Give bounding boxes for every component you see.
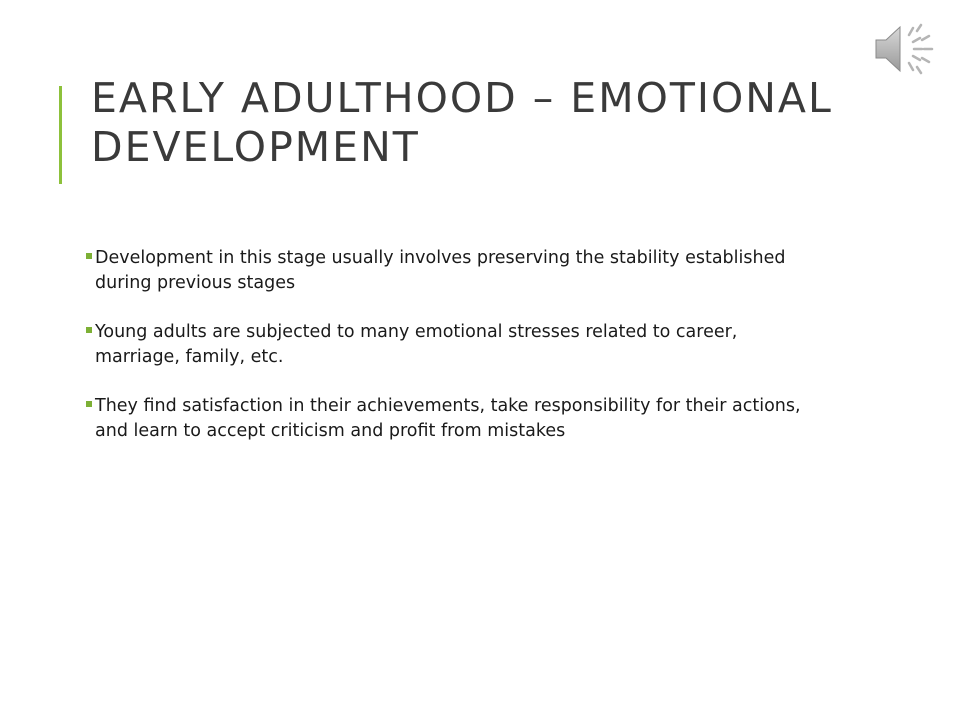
speaker-icon-graphic — [872, 18, 934, 80]
title-accent-bar — [59, 86, 62, 184]
slide-title: EARLY ADULTHOOD – EMOTIONAL DEVELOPMENT — [91, 74, 833, 172]
bullet-square-icon — [86, 401, 92, 407]
list-item-text: Young adults are subjected to many emotional stresses related to career, marriage, family, etc. — [95, 321, 738, 368]
list-item-text: They find satisfaction in their achievements, take responsibility for their actions, and learn to accept criticism and profit from mistakes — [95, 395, 801, 441]
list-item — [86, 320, 806, 371]
bullet-list — [86, 246, 806, 467]
list-item — [86, 246, 806, 297]
bullet-square-icon — [86, 253, 92, 259]
bullet-square-icon — [86, 327, 92, 333]
list-item — [86, 394, 806, 445]
list-item-text: Development in this stage usually involves preserving the stability established during previous stages — [95, 248, 786, 294]
speaker-icon[interactable] — [872, 18, 934, 80]
